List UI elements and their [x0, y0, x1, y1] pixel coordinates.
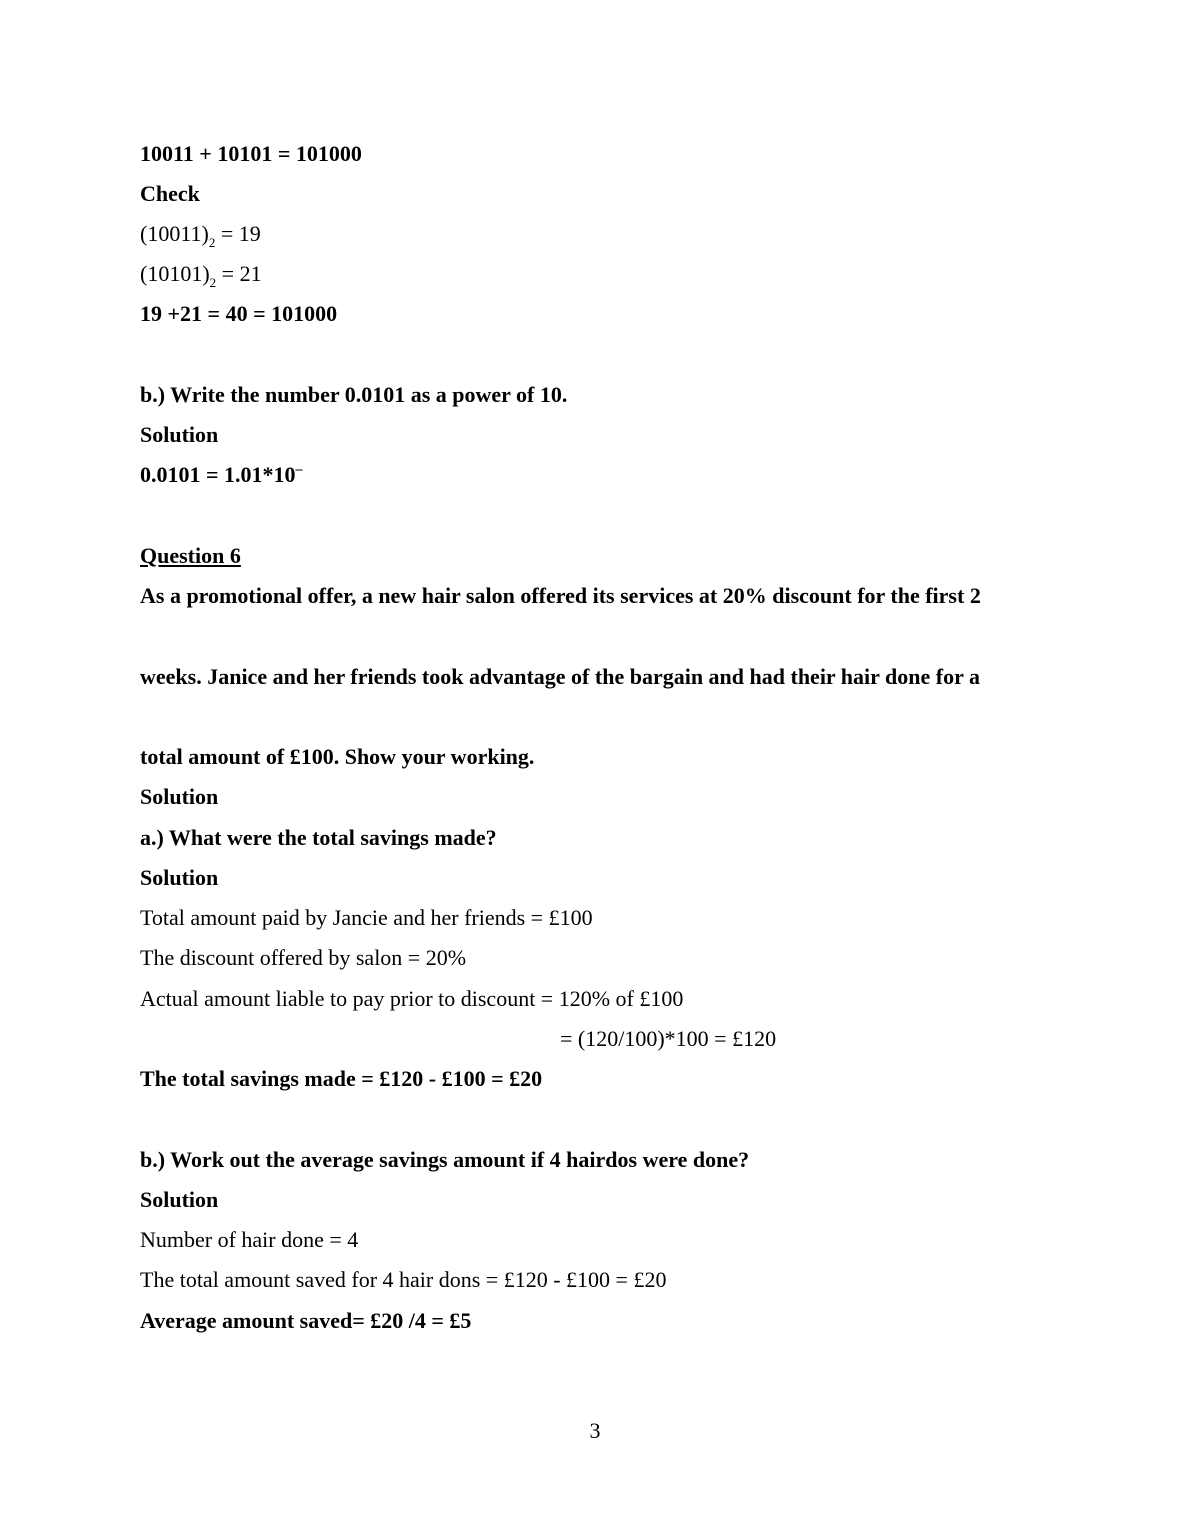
- part-b-question: b.) Work out the average savings amount if 4 hairdos were done?: [140, 1147, 750, 1172]
- question-6-line-2: weeks. Janice and her friends took advantage of the bargain and had their hair done for a: [140, 664, 980, 689]
- power-answer: [140, 461, 303, 493]
- check-2-base: 2: [209, 275, 217, 290]
- part-b-result: Average amount saved= £20 /4 = £5: [140, 1308, 472, 1333]
- part-a-continuation: = (120/100)*100 = £120: [560, 1026, 777, 1051]
- solution-label: Solution: [140, 422, 219, 447]
- check-line-1: [140, 220, 261, 251]
- check-2-value: (10101): [140, 261, 210, 286]
- question-6-line-3: total amount of £100. Show your working.: [140, 744, 535, 769]
- power-answer-exponent: –: [295, 462, 303, 477]
- power-answer-text: 0.0101 = 1.01*10: [140, 462, 296, 487]
- question-6-line-1: As a promotional offer, a new hair salon offered its services at 20% discount for the first 2: [140, 583, 981, 608]
- binary-sum: 10011 + 10101 = 101000: [140, 141, 362, 166]
- page-number: 3: [589, 1418, 601, 1443]
- check-sum: 19 +21 = 40 = 101000: [140, 301, 338, 326]
- part-a-result: The total savings made = £120 - £100 = £20: [140, 1066, 543, 1091]
- part-a-line-1: Total amount paid by Jancie and her friends = £100: [140, 905, 593, 930]
- part-a-line-2: The discount offered by salon = 20%: [140, 945, 467, 970]
- check-1-result: = 19: [215, 221, 261, 246]
- part-a-question: a.) What were the total savings made?: [140, 825, 497, 850]
- part-b-power-question: b.) Write the number 0.0101 as a power of 10.: [140, 382, 568, 407]
- solution-label: Solution: [140, 1187, 219, 1212]
- part-b-line-2: The total amount saved for 4 hair dons = £120 - £100 = £20: [140, 1267, 667, 1292]
- check-1-value: (10011): [140, 221, 209, 246]
- check-1-base: 2: [208, 235, 216, 250]
- check-2-result: = 21: [216, 261, 262, 286]
- part-b-line-1: Number of hair done = 4: [140, 1227, 359, 1252]
- part-a-line-3: Actual amount liable to pay prior to discount = 120% of £100: [140, 986, 684, 1011]
- question-6-heading: Question 6: [140, 543, 241, 568]
- solution-label: Solution: [140, 865, 219, 890]
- solution-label: Solution: [140, 784, 219, 809]
- check-label: Check: [140, 181, 200, 206]
- check-line-2: [140, 260, 262, 291]
